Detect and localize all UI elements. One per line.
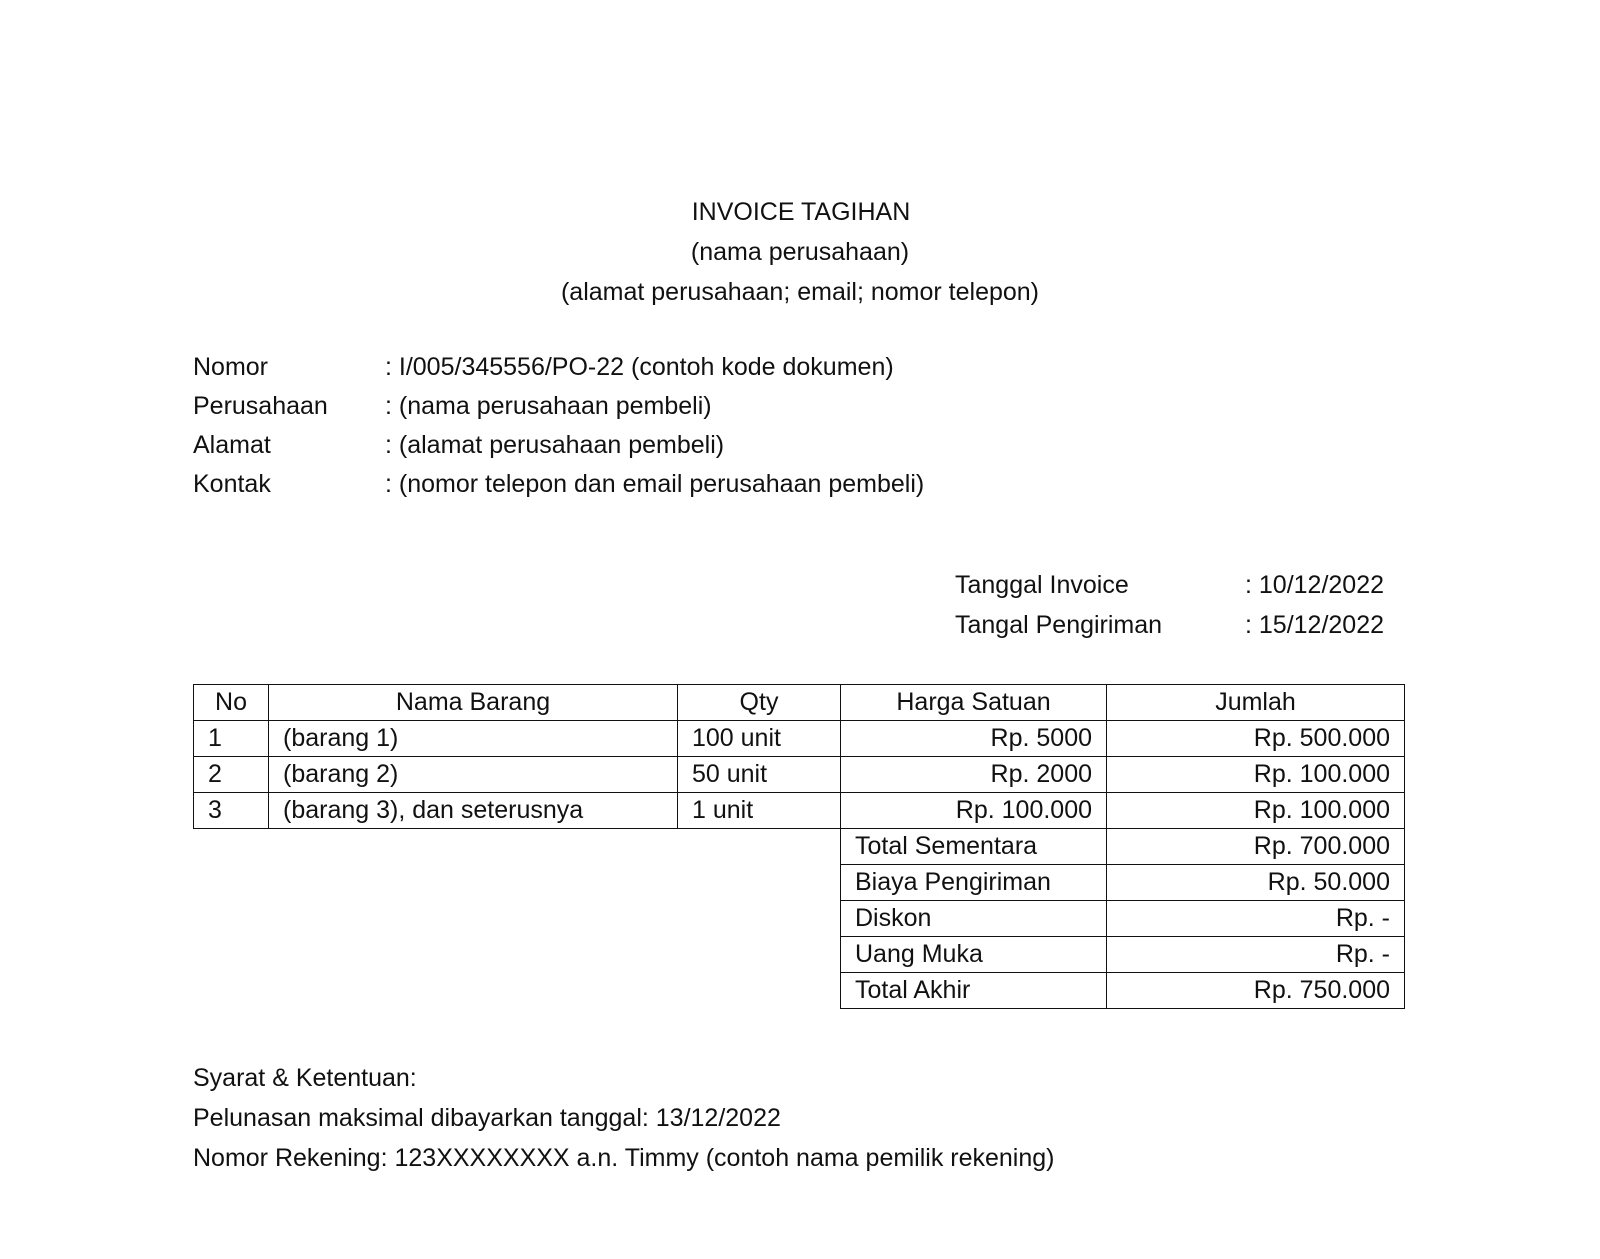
item-qty: 50 unit bbox=[678, 757, 841, 793]
summary-row-discount bbox=[194, 901, 1405, 937]
buyer-value: : (nomor telepon dan email perusahaan pembeli) bbox=[385, 470, 925, 498]
date-value: : 10/12/2022 bbox=[1245, 571, 1385, 599]
company-contact: (alamat perusahaan; email; nomor telepon) bbox=[560, 278, 1040, 306]
terms-payment-due: Pelunasan maksimal dibayarkan tanggal: 13/12/2022 bbox=[193, 1104, 781, 1132]
header-qty: Qty bbox=[678, 685, 841, 721]
item-price: Rp. 2000 bbox=[841, 757, 1107, 793]
buyer-value: : I/005/345556/PO-22 (contoh kode dokumen) bbox=[385, 353, 894, 381]
date-value: : 15/12/2022 bbox=[1245, 611, 1385, 639]
buyer-label: Nomor bbox=[193, 353, 269, 381]
item-qty: 1 unit bbox=[678, 793, 841, 829]
table-header-row bbox=[194, 685, 1405, 721]
invoice-dates bbox=[955, 565, 1405, 645]
summary-spacer bbox=[194, 865, 841, 901]
header-price: Harga Satuan bbox=[841, 685, 1107, 721]
summary-value: Rp. - bbox=[1107, 901, 1405, 937]
summary-label: Total Akhir bbox=[841, 973, 1107, 1009]
buyer-label: Perusahaan bbox=[193, 392, 328, 420]
date-row-invoice bbox=[955, 565, 1405, 605]
summary-spacer bbox=[194, 937, 841, 973]
item-no: 2 bbox=[194, 757, 269, 793]
item-price: Rp. 5000 bbox=[841, 721, 1107, 757]
buyer-row-nomor bbox=[193, 348, 924, 387]
item-price: Rp. 100.000 bbox=[841, 793, 1107, 829]
item-name: (barang 3), dan seterusnya bbox=[269, 793, 678, 829]
buyer-value: : (nama perusahaan pembeli) bbox=[385, 392, 712, 420]
buyer-value: : (alamat perusahaan pembeli) bbox=[385, 431, 725, 459]
table-row bbox=[194, 757, 1405, 793]
summary-row-total bbox=[194, 973, 1405, 1009]
table-row bbox=[194, 721, 1405, 757]
terms-account: Nomor Rekening: 123XXXXXXXX a.n. Timmy (contoh nama pemilik rekening) bbox=[193, 1144, 1055, 1172]
header-no: No bbox=[194, 685, 269, 721]
invoice-header bbox=[0, 192, 1600, 312]
company-name: (nama perusahaan) bbox=[690, 238, 910, 266]
summary-value: Rp. 750.000 bbox=[1107, 973, 1405, 1009]
summary-label: Uang Muka bbox=[841, 937, 1107, 973]
date-label: Tangal Pengiriman bbox=[955, 611, 1163, 639]
buyer-row-alamat bbox=[193, 426, 924, 465]
summary-value: Rp. 50.000 bbox=[1107, 865, 1405, 901]
item-amount: Rp. 100.000 bbox=[1107, 793, 1405, 829]
item-no: 3 bbox=[194, 793, 269, 829]
summary-value: Rp. 700.000 bbox=[1107, 829, 1405, 865]
summary-label: Total Sementara bbox=[841, 829, 1107, 865]
terms-section bbox=[193, 1058, 1055, 1178]
summary-label: Diskon bbox=[841, 901, 1107, 937]
item-amount: Rp. 100.000 bbox=[1107, 757, 1405, 793]
invoice-title: INVOICE TAGIHAN bbox=[691, 198, 911, 226]
item-name: (barang 1) bbox=[269, 721, 678, 757]
table-row bbox=[194, 793, 1405, 829]
item-no: 1 bbox=[194, 721, 269, 757]
buyer-row-kontak bbox=[193, 465, 924, 504]
summary-spacer bbox=[194, 973, 841, 1009]
item-amount: Rp. 500.000 bbox=[1107, 721, 1405, 757]
summary-row-subtotal bbox=[194, 829, 1405, 865]
item-name: (barang 2) bbox=[269, 757, 678, 793]
buyer-label: Alamat bbox=[193, 431, 271, 459]
header-amount: Jumlah bbox=[1107, 685, 1405, 721]
summary-row-downpayment bbox=[194, 937, 1405, 973]
buyer-info bbox=[193, 348, 924, 504]
terms-heading: Syarat & Ketentuan: bbox=[193, 1064, 417, 1092]
header-name: Nama Barang bbox=[269, 685, 678, 721]
buyer-row-perusahaan bbox=[193, 387, 924, 426]
date-row-shipping bbox=[955, 605, 1405, 645]
items-table bbox=[193, 684, 1405, 1009]
summary-row-shipping bbox=[194, 865, 1405, 901]
summary-spacer bbox=[194, 829, 841, 865]
item-qty: 100 unit bbox=[678, 721, 841, 757]
summary-value: Rp. - bbox=[1107, 937, 1405, 973]
buyer-label: Kontak bbox=[193, 470, 271, 498]
summary-label: Biaya Pengiriman bbox=[841, 865, 1107, 901]
date-label: Tanggal Invoice bbox=[955, 571, 1129, 599]
summary-spacer bbox=[194, 901, 841, 937]
